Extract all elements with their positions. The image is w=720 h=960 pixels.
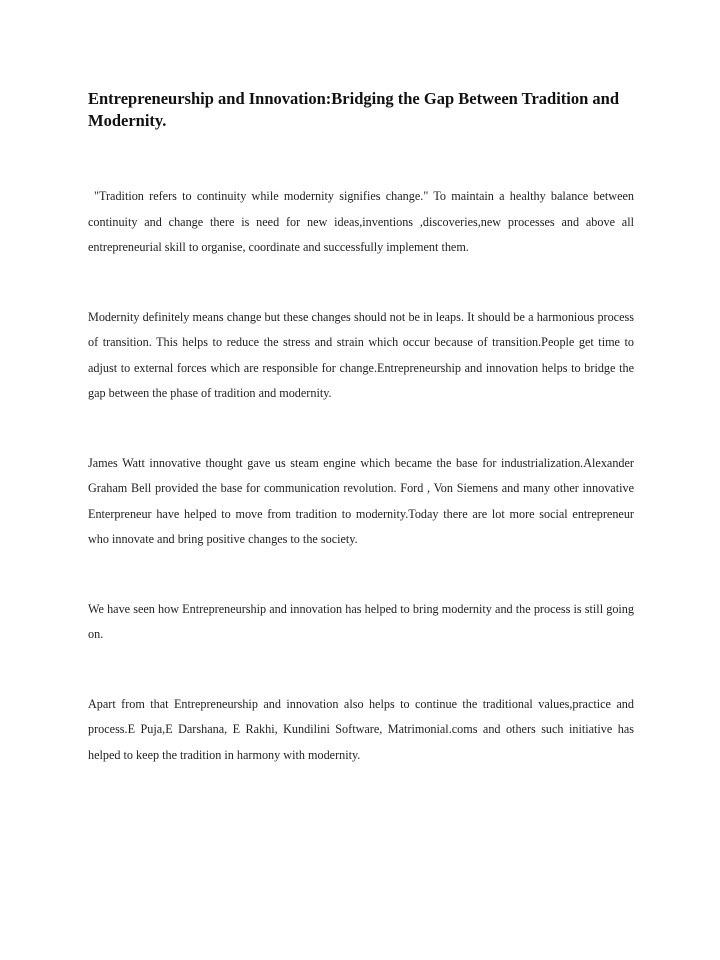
paragraph-tradition-definition: "Tradition refers to continuity while modernity signifies change." To maintain a healthy balance between continuity and change there is need for new ideas,inventions ,discoveries,new processes and above all entrepreneurial skill to organise, coordinate and successfully implement them. xyxy=(88,189,634,254)
paragraph-traditional-values: Apart from that Entrepreneurship and innovation also helps to continue the traditional values,practice and process.E Puja,E Darshana, E Rakhi, Kundilini Software, Matrimonial.coms and others such initiative has helped to keep the tradition in harmony with modernity. xyxy=(88,696,634,762)
paragraph-innovators: James Watt innovative thought gave us steam engine which became the base for industrialization.Alexander Graham Bell provided the base for communication revolution. Ford , Von Siemens and many other innovative Enterpreneur have helped to move from tradition to modernity.Today there are lot more social entrepreneur who innovate and bring positive changes to the society. xyxy=(88,455,634,546)
paragraph-modernity-change: Modernity definitely means change but these changes should not be in leaps. It should be a harmonious process of transition. This helps to reduce the stress and strain which occur because of transition.People get time to adjust to external forces which are responsible for change.Entrepreneurship and innovation helps to bridge the gap between the phase of tradition and modernity. xyxy=(88,309,634,400)
paragraph-process-ongoing: We have seen how Entrepreneurship and innovation has helped to bring modernity and the process is still going on. xyxy=(88,601,634,641)
document-title: Entrepreneurship and Innovation:Bridging the Gap Between Tradition and Modernity. xyxy=(88,89,620,130)
document-body xyxy=(88,88,634,768)
